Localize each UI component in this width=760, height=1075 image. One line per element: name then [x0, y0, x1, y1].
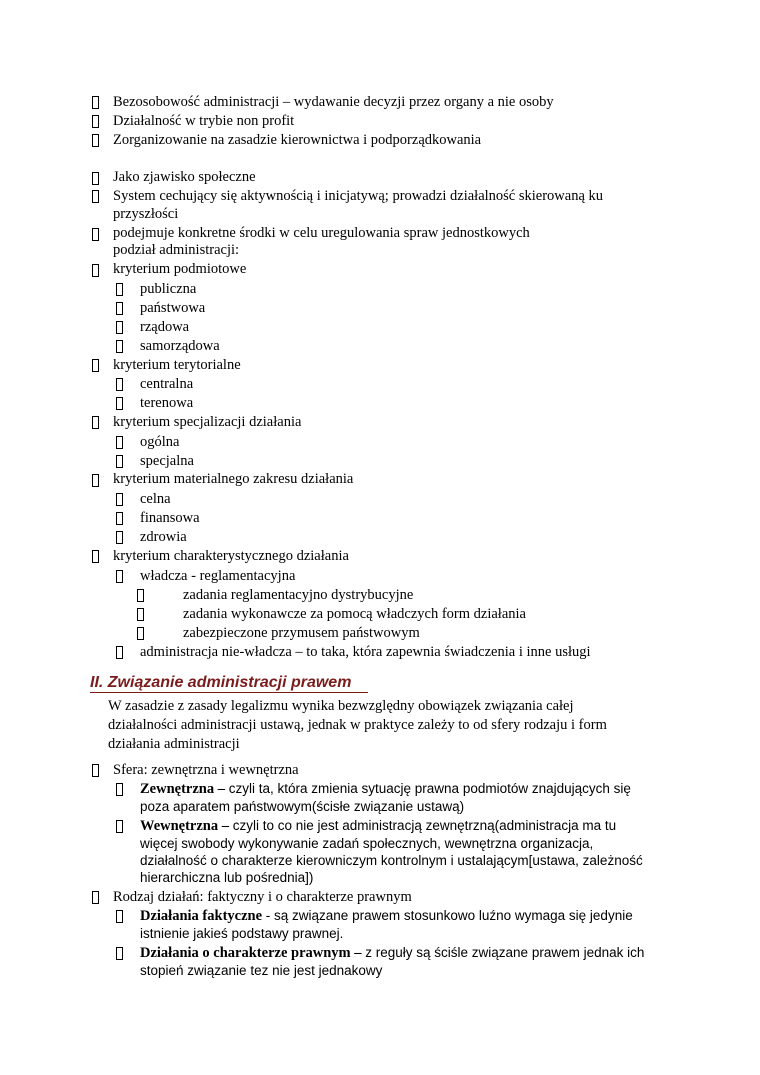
list-item: władcza - reglamentacyjna [140, 568, 296, 584]
bullet-icon [114, 319, 125, 334]
list-item-continuation: działalność o charakterze kierowniczym kontrolnym i ustalającym[ustawa, zależność [140, 853, 643, 868]
list-item: finansowa [140, 510, 200, 526]
term-description: - są związane prawem stosunkowo luźno wymaga się jedynie [262, 908, 633, 923]
bullet-icon [135, 606, 146, 621]
list-item: samorządowa [140, 338, 220, 354]
list-item: podejmuje konkretne środki w celu uregulowania spraw jednostkowych [113, 225, 530, 241]
list-item [140, 944, 644, 962]
bullet-icon [114, 491, 125, 506]
list-item-continuation: przyszłości [113, 206, 179, 222]
bullet-icon [114, 908, 125, 923]
criterion-heading: kryterium specjalizacji działania [113, 414, 302, 430]
term-description: czyli ta, która zmienia sytuację prawna podmiotów znajdujących się [224, 781, 631, 796]
list-item [140, 780, 631, 798]
bullet-icon [114, 300, 125, 315]
list-item-continuation: istnienie jakieś podstawy prawnej. [140, 926, 344, 941]
bullet-icon [114, 376, 125, 391]
bullet-icon [90, 472, 101, 487]
paragraph-line: działania administracji [108, 736, 240, 752]
section-heading: II. Związanie administracji prawem [90, 674, 352, 691]
list-item: publiczna [140, 281, 197, 297]
bullet-icon [114, 510, 125, 525]
list-item: zadania wykonawcze za pomocą władczych form działania [183, 606, 526, 622]
bullet-icon [90, 414, 101, 429]
bullet-icon [90, 889, 101, 904]
bullet-icon [90, 357, 101, 372]
term-bold: Zewnętrzna – [140, 781, 225, 797]
bullet-icon [114, 781, 125, 796]
list-item: zabezpieczone przymusem państwowym [183, 625, 420, 641]
bullet-icon [114, 568, 125, 583]
list-item: zadania reglamentacyjno dystrybucyjne [183, 587, 414, 603]
bullet-icon [114, 453, 125, 468]
bullet-icon [114, 281, 125, 296]
bullet-icon [114, 818, 125, 833]
list-item: zdrowia [140, 529, 187, 545]
list-item: Jako zjawisko społeczne [113, 169, 256, 185]
bullet-icon [114, 945, 125, 960]
list-item: Działalność w trybie non profit [113, 113, 295, 129]
paragraph-line: W zasadzie z zasady legalizmu wynika bezwzględny obowiązek związania całej [108, 698, 574, 714]
bullet-icon [135, 587, 146, 602]
list-item: System cechujący się aktywnością i inicjatywą; prowadzi działalność skierowaną ku [113, 188, 604, 204]
criterion-heading: kryterium materialnego zakresu działania [113, 471, 354, 487]
bullet-icon [135, 625, 146, 640]
list-item: Sfera: zewnętrzna i wewnętrzna [113, 762, 299, 778]
term-description: czyli to co nie jest administracją zewnętrzną(administracja ma tu [229, 818, 617, 833]
list-item: Rodzaj działań: faktyczny i o charakterze prawnym [113, 889, 412, 905]
list-item: celna [140, 491, 171, 507]
bullet-icon [90, 226, 101, 241]
list-item: Zorganizowanie na zasadzie kierownictwa i podporządkowania [113, 132, 482, 148]
list-item: rządowa [140, 319, 190, 335]
list-item [140, 817, 616, 835]
term-description: z reguły są ściśle związane prawem jednak ich [361, 945, 645, 960]
list-item-continuation: poza aparatem państwowym(ścisłe związanie ustawą) [140, 799, 465, 814]
bullet-icon [90, 762, 101, 777]
bullet-icon [90, 132, 101, 147]
list-item-continuation: hierarchiczna lub pośrednia]) [140, 870, 314, 885]
bullet-icon [90, 262, 101, 277]
list-item-continuation: podział administracji: [113, 242, 240, 258]
list-item-continuation: stopień związanie tez nie jest jednakowy [140, 963, 383, 978]
bullet-icon [90, 94, 101, 109]
term-bold: Działania faktyczne [140, 908, 263, 924]
bullet-icon [114, 338, 125, 353]
list-item-continuation: więcej swobody wykonywanie zadań społecznych, wewnętrzna organizacja, [140, 836, 594, 851]
list-item [140, 907, 633, 925]
term-bold: Wewnętrzna – [140, 818, 229, 834]
list-item: administracja nie-władcza – to taka, która zapewnia świadczenia i inne usługi [140, 644, 591, 660]
bullet-icon [90, 113, 101, 128]
bullet-icon [90, 170, 101, 185]
list-item: centralna [140, 376, 194, 392]
criterion-heading: kryterium charakterystycznego działania [113, 548, 349, 564]
bullet-icon [90, 188, 101, 203]
heading-underline [90, 692, 368, 693]
bullet-icon [114, 644, 125, 659]
term-bold: Działania o charakterze prawnym – [140, 945, 362, 961]
list-item: specjalna [140, 453, 194, 469]
bullet-icon [114, 395, 125, 410]
criterion-heading: kryterium terytorialne [113, 357, 241, 373]
bullet-icon [114, 529, 125, 544]
list-item: państwowa [140, 300, 206, 316]
bullet-icon [90, 548, 101, 563]
list-item: Bezosobowość administracji – wydawanie decyzji przez organy a nie osoby [113, 94, 554, 110]
bullet-icon [114, 434, 125, 449]
list-item: terenowa [140, 395, 194, 411]
criterion-heading: kryterium podmiotowe [113, 261, 247, 277]
list-item: ogólna [140, 434, 180, 450]
paragraph-line: działalności administracji ustawą, jednak w praktyce zależy to od sfery rodzaju i form [108, 717, 607, 733]
